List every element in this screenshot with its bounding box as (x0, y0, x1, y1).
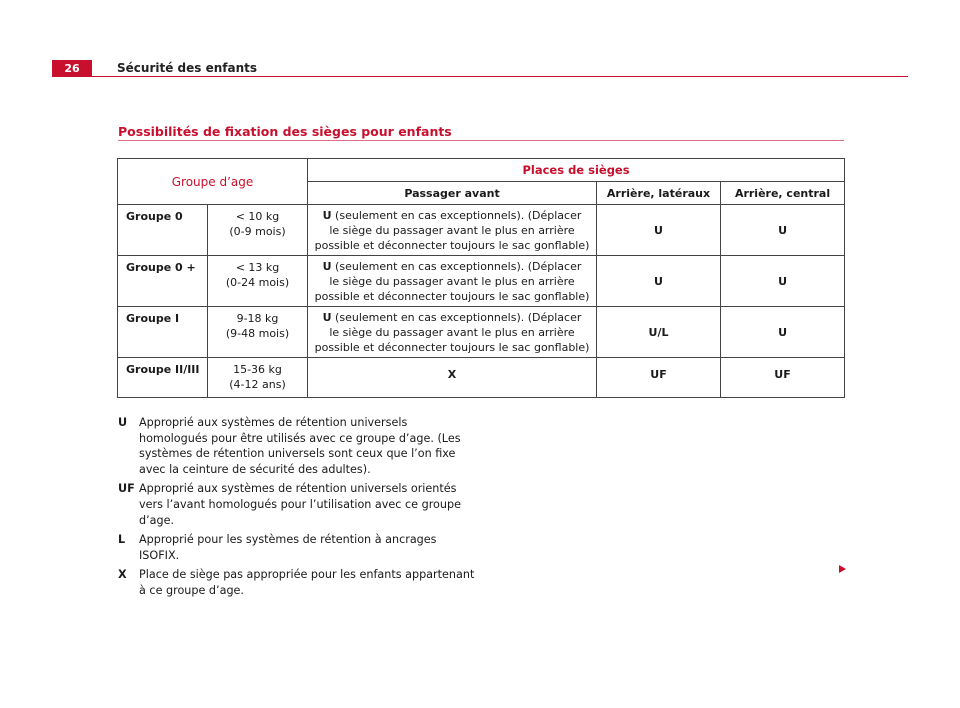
group-label: Groupe 0 + (118, 256, 208, 307)
legend-text: Approprié aux systèmes de rétention universels orientés vers l’avant homologués pour l’utilisation avec ce groupe d’age. (139, 482, 461, 527)
page-number: 26 (52, 60, 92, 77)
weight-cell: < 13 kg (0-24 mois) (208, 256, 308, 307)
column-header-rear-lateral: Arrière, latéraux (597, 182, 721, 205)
header-divider (92, 76, 908, 77)
weight-cell: 15-36 kg (4-12 ans) (208, 358, 308, 398)
age-group-header: Groupe d’age (118, 159, 308, 205)
seat-places-header: Places de sièges (308, 159, 845, 182)
rear-lateral-cell: U (597, 205, 721, 256)
group-label: Groupe 0 (118, 205, 208, 256)
group-label: Groupe II/III (118, 358, 208, 398)
group-label: Groupe I (118, 307, 208, 358)
column-header-rear-central: Arrière, central (721, 182, 845, 205)
table-row (118, 205, 845, 256)
front-passenger-cell: U (seulement en cas exceptionnels). (Déplacer le siège du passager avant le plus en arrière possible et déconnecter toujours le sac gonflable) (308, 205, 597, 256)
legend-key: L (118, 533, 126, 547)
legend-item (118, 415, 478, 477)
seat-mounting-table (117, 158, 845, 398)
rear-central-cell: UF (721, 358, 845, 398)
legend-key: U (118, 416, 128, 429)
rear-central-cell: U (721, 256, 845, 307)
legend-item (118, 567, 478, 598)
legend-text: Approprié aux systèmes de rétention universels homologués pour être utilisés avec ce groupe d’age. (Les systèmes de rétention universels sont ceux que l’on fixe avec la ceinture de sécurité des adultes). (139, 416, 461, 476)
rear-central-cell: U (721, 307, 845, 358)
legend-key: UF (118, 482, 135, 496)
legend-item (118, 532, 478, 563)
weight-cell: 9-18 kg (9-48 mois) (208, 307, 308, 358)
table-row (118, 256, 845, 307)
front-passenger-cell: X (308, 358, 597, 398)
legend (118, 415, 478, 603)
table-row (118, 307, 845, 358)
legend-key: X (118, 568, 127, 582)
rear-central-cell: U (721, 205, 845, 256)
table-row (118, 358, 845, 398)
legend-text: Place de siège pas appropriée pour les enfants appartenant à ce groupe d’age. (139, 568, 475, 597)
front-passenger-cell: U (seulement en cas exceptionnels). (Déplacer le siège du passager avant le plus en arrière possible et déconnecter toujours le sac gonflable) (308, 256, 597, 307)
column-header-front-passenger: Passager avant (308, 182, 597, 205)
front-passenger-cell: U (seulement en cas exceptionnels). (Déplacer le siège du passager avant le plus en arrière possible et déconnecter toujours le sac gonflable) (308, 307, 597, 358)
legend-item (118, 481, 478, 528)
arrow-right-icon (839, 565, 846, 573)
rear-lateral-cell: U (597, 256, 721, 307)
weight-cell: < 10 kg (0-9 mois) (208, 205, 308, 256)
rear-lateral-cell: U/L (597, 307, 721, 358)
section-title: Possibilités de fixation des sièges pour enfants (118, 124, 452, 139)
rear-lateral-cell: UF (597, 358, 721, 398)
legend-text: Approprié pour les systèmes de rétention à ancrages ISOFIX. (139, 533, 437, 562)
chapter-title: Sécurité des enfants (117, 61, 257, 75)
section-divider (118, 140, 844, 141)
